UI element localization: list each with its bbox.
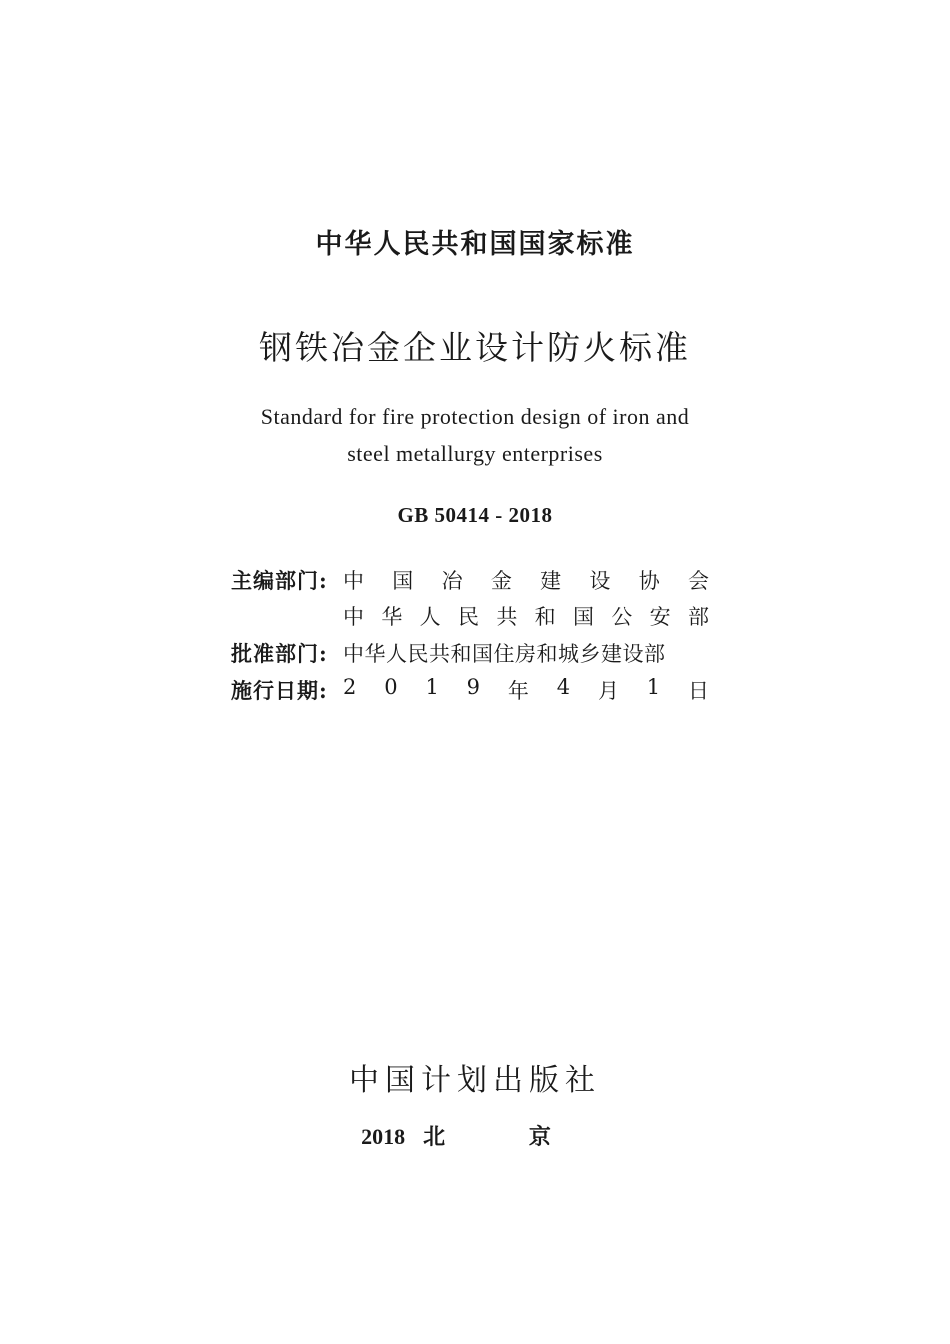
publication-city: 北 京 <box>423 1124 589 1150</box>
editor-1-char: 建 <box>540 569 562 593</box>
effective-date-char: 1 <box>425 675 439 699</box>
editor-1-char: 协 <box>638 569 660 593</box>
editor-2-char: 人 <box>419 605 441 629</box>
editor-2-char: 安 <box>649 605 671 629</box>
title-chinese: 钢铁冶金企业设计防火标准 <box>259 328 691 367</box>
standard-code: GB 50414 - 2018 <box>397 503 553 527</box>
title-english-line-2: steel metallurgy enterprises <box>347 441 603 466</box>
publication-year: 2018 <box>361 1124 406 1149</box>
editor-2-char: 部 <box>687 605 709 629</box>
editor-1-char: 会 <box>687 569 709 593</box>
editor-value-1 <box>343 565 709 595</box>
effective-date-char: 1 <box>646 675 661 699</box>
editor-1-char: 冶 <box>441 569 463 593</box>
editor-value-2 <box>343 601 709 631</box>
effective-date-char: 年 <box>507 679 529 703</box>
effective-date-value <box>343 675 709 705</box>
publication-place <box>0 1120 950 1151</box>
effective-date-char: 日 <box>688 679 709 703</box>
effective-date-label: 施行日期: <box>231 678 328 703</box>
effective-date-char: 4 <box>556 675 571 699</box>
editor-1-char: 中 <box>343 569 364 593</box>
title-english-line-1: Standard for fire protection design of iron and <box>260 404 690 429</box>
editor-2-char: 国 <box>572 605 594 629</box>
editor-1-char: 金 <box>490 569 512 593</box>
editor-2-char: 民 <box>457 605 479 629</box>
standard-series-heading: 中华人民共和国国家标准 <box>315 229 635 260</box>
editor-2-char: 华 <box>381 605 403 629</box>
editor-1-char: 国 <box>392 569 414 593</box>
approval-row <box>231 638 711 668</box>
approval-value: 中华人民共和国住房和城乡建设部 <box>343 642 666 666</box>
editor-2-char: 公 <box>611 605 633 629</box>
editor-2-char: 共 <box>496 605 518 629</box>
editor-label: 主编部门: <box>231 568 328 593</box>
effective-date-row <box>231 675 711 705</box>
approval-label: 批准部门: <box>231 641 328 666</box>
editor-2-char: 中 <box>343 605 364 629</box>
title-english <box>0 398 950 472</box>
editor-row-2 <box>231 601 711 631</box>
editor-2-char: 和 <box>534 605 556 629</box>
effective-date-char: 2 <box>343 675 357 699</box>
editor-row-1 <box>231 565 711 595</box>
publisher-name: 中国计划出版社 <box>349 1063 601 1098</box>
effective-date-char: 0 <box>384 675 398 699</box>
editor-1-char: 设 <box>589 569 611 593</box>
effective-date-char: 9 <box>466 675 481 699</box>
effective-date-char: 月 <box>597 679 619 703</box>
